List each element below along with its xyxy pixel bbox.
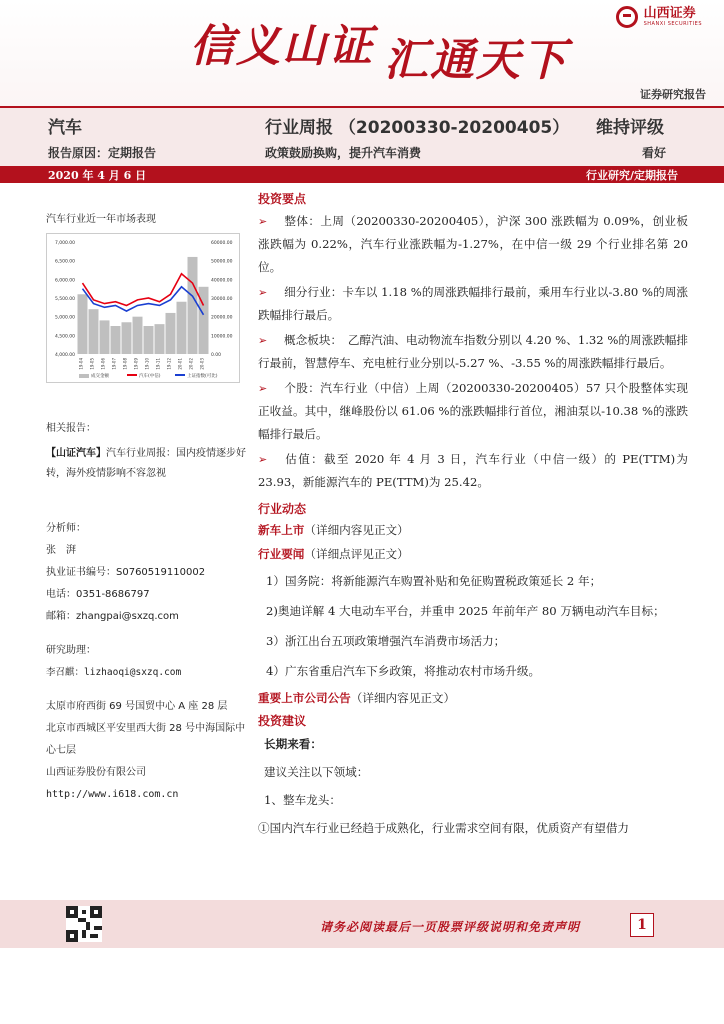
company-name: 山西证券股份有限公司 xyxy=(46,767,146,778)
x-tick-label: 20-02 xyxy=(188,358,194,370)
new-car-heading: 新车上市（详细内容见正文） xyxy=(258,523,409,537)
x-tick-label: 19-06 xyxy=(100,358,106,370)
report-reason: 报告原因：定期报告 xyxy=(48,146,157,160)
arrow-icon: ➢ xyxy=(258,453,268,466)
volume-bar xyxy=(89,309,99,354)
industry-news-title: 行业动态 xyxy=(258,502,307,516)
company-logo xyxy=(616,6,702,28)
left-tick-label: 7,000.00 xyxy=(54,241,75,246)
volume-bar xyxy=(155,324,165,354)
license-number: 执业证书编号：S0760519110002 xyxy=(46,567,206,578)
legend-label: 汽车(中信) xyxy=(139,374,161,379)
left-tick-label: 6,000.00 xyxy=(54,278,75,284)
analyst-label: 分析师： xyxy=(46,523,86,534)
main-content xyxy=(258,190,688,842)
left-tick-label: 5,500.00 xyxy=(54,297,75,302)
industry-name: 汽车 xyxy=(48,118,82,138)
slogan xyxy=(190,14,568,86)
qr-code-icon xyxy=(66,906,102,942)
arrow-icon: ➢ xyxy=(258,215,268,228)
x-tick-label: 19-10 xyxy=(144,358,150,370)
x-tick-label: 19-09 xyxy=(133,358,139,370)
left-tick-label: 6,500.00 xyxy=(54,259,75,265)
report-title: 行业周报 （20200330-20200405） xyxy=(265,118,570,138)
left-tick-label: 4,500.00 xyxy=(54,334,75,340)
point-valuation: ➢ 估值：截至 2020 年 4 月 3 日，汽车行业（中信一级）的 PE(TTM)为 23.93，新能源汽车的 PE(TTM)为 25.42。 xyxy=(258,448,688,494)
report-date: 2020 年 4 月 6 日 xyxy=(48,169,147,182)
news-item: 4）广东省重启汽车下乡政策，将推动农村市场升级。 xyxy=(266,664,541,678)
chart-svg xyxy=(47,234,239,382)
x-tick-label: 20-03 xyxy=(199,358,205,370)
slogan-a: 信义山证 xyxy=(190,21,374,72)
page-number: 1 xyxy=(630,913,654,937)
right-tick-label: 10000.00 xyxy=(211,334,233,340)
x-tick-label: 19-04 xyxy=(78,358,84,370)
announce-heading: 重要上市公司公告（详细内容见正文） xyxy=(258,691,456,705)
arrow-icon: ➢ xyxy=(258,286,268,299)
chart-title: 汽车行业近一年市场表现 xyxy=(46,214,156,225)
legend-label: 上证指数(可比) xyxy=(187,374,218,379)
report-category: 行业研究/定期报告 xyxy=(585,169,678,182)
arrow-icon: ➢ xyxy=(258,334,268,347)
x-tick-label: 19-08 xyxy=(122,358,128,370)
volume-bar xyxy=(144,326,154,354)
report-type: 证券研究报告 xyxy=(640,88,706,101)
volume-bar xyxy=(166,313,176,354)
volume-bar xyxy=(78,294,88,354)
right-tick-label: 40000.00 xyxy=(211,278,233,284)
logo-icon xyxy=(616,6,638,28)
volume-bar xyxy=(111,326,121,354)
right-tick-label: 0.00 xyxy=(211,353,222,358)
email[interactable]: 邮箱：zhangpai@sxzq.com xyxy=(46,611,179,622)
logo-cn: 山西证券 xyxy=(643,6,696,21)
x-tick-label: 19-05 xyxy=(89,358,95,370)
invest-points-title: 投资要点 xyxy=(258,192,307,206)
arrow-icon: ➢ xyxy=(258,382,268,395)
volume-bar xyxy=(188,257,198,354)
volume-bar xyxy=(133,317,143,354)
left-tick-label: 4,000.00 xyxy=(54,353,75,358)
point-subsector: ➢ 细分行业：卡车以 1.18 %的周涨跌幅排行最前，乘用车行业以-3.80 %的周涨跌幅排行最后。 xyxy=(258,281,688,327)
news-item: 3）浙江出台五项政策增强汽车消费市场活力； xyxy=(266,634,506,648)
rating: 维持评级 xyxy=(596,118,664,138)
point-stocks: ➢ 个股：汽车行业（中信）上周（20200330-20200405）57 只个股整体实现正收益。其中，继峰股份以 61.06 %的涨跌幅排行首位，湘油泵以-10.38 %的涨跌幅排行最后。 xyxy=(258,377,688,446)
assistant: 李召麒：lizhaoqi@sxzq.com xyxy=(46,667,182,678)
legend-label: 成交金额 xyxy=(91,374,109,379)
advice-line: 建议关注以下领域： xyxy=(264,765,369,779)
sidebar xyxy=(46,210,246,806)
address-beijing: 北京市西城区平安里西大街 28 号中海国际中心七层 xyxy=(46,723,246,756)
related-report-tag: 【山证汽车】 xyxy=(46,448,106,459)
left-tick-label: 5,000.00 xyxy=(54,315,75,321)
news-heading: 行业要闻（详细点评见正文） xyxy=(258,547,409,561)
advice-detail: ①国内汽车行业已经趋于成熟化，行业需求空间有限，优质资产有望借力 xyxy=(258,821,630,835)
advice-item: 1、整车龙头： xyxy=(264,793,341,807)
related-report[interactable] xyxy=(46,444,246,484)
legend-swatch xyxy=(79,374,89,378)
advice-title: 投资建议 xyxy=(258,714,307,728)
legend-swatch xyxy=(127,374,137,376)
address-taiyuan: 太原市府西街 69 号国贸中心 A 座 28 层 xyxy=(46,701,228,712)
outlook: 看好 xyxy=(642,146,667,160)
x-tick-label: 19-12 xyxy=(166,358,172,370)
point-overall: ➢ 整体：上周（20200330-20200405），沪深 300 涨跌幅为 0.09%，创业板涨跌幅为 0.22%，汽车行业涨跌幅为-1.27%，在中信一级 29 个行业排名第 20 位。 xyxy=(258,210,688,279)
headline: 政策鼓励换购，提升汽车消费 xyxy=(265,146,422,160)
related-report-text: 汽车行业周报：国内疫情逐步好转，海外疫情影响不容忽视 xyxy=(46,448,246,479)
point-concept: ➢ 概念板块： 乙醇汽油、电动物流车指数分别以 4.20 %、1.32 %的周涨跌幅排行最前，智慧停车、充电桩行业分别以-5.27 %、-3.55 %的周涨跌幅排行最后。 xyxy=(258,329,688,375)
logo-en: SHANXI SECURITIES xyxy=(643,21,702,27)
right-tick-label: 60000.00 xyxy=(211,241,233,246)
long-term-label: 长期来看： xyxy=(264,737,322,751)
news-item: 1）国务院：将新能源汽车购置补贴和免征购置税政策延长 2 年； xyxy=(266,574,602,588)
volume-bar xyxy=(177,302,187,354)
right-tick-label: 20000.00 xyxy=(211,315,233,321)
volume-bar xyxy=(122,322,132,354)
x-tick-label: 20-01 xyxy=(177,358,183,370)
phone: 电话：0351-8686797 xyxy=(46,589,150,600)
market-chart xyxy=(46,233,240,383)
legend-swatch xyxy=(175,374,185,376)
x-tick-label: 19-07 xyxy=(111,358,117,370)
x-tick-label: 19-11 xyxy=(155,358,161,370)
news-item: 2)奥迪详解 4 大电动车平台，并重申 2025 年前年产 80 万辆电动汽车目标； xyxy=(266,604,665,618)
slogan-b: 汇通天下 xyxy=(384,35,568,86)
assistant-label: 研究助理： xyxy=(46,645,96,656)
disclaimer: 请务必阅读最后一页股票评级说明和免责声明 xyxy=(320,920,581,934)
right-tick-label: 30000.00 xyxy=(211,297,233,302)
volume-bar xyxy=(100,320,110,354)
analyst-name: 张 湃 xyxy=(46,545,76,556)
website-link[interactable]: http://www.i618.com.cn xyxy=(46,789,179,800)
related-label: 相关报告： xyxy=(46,423,96,434)
right-tick-label: 50000.00 xyxy=(211,259,233,265)
